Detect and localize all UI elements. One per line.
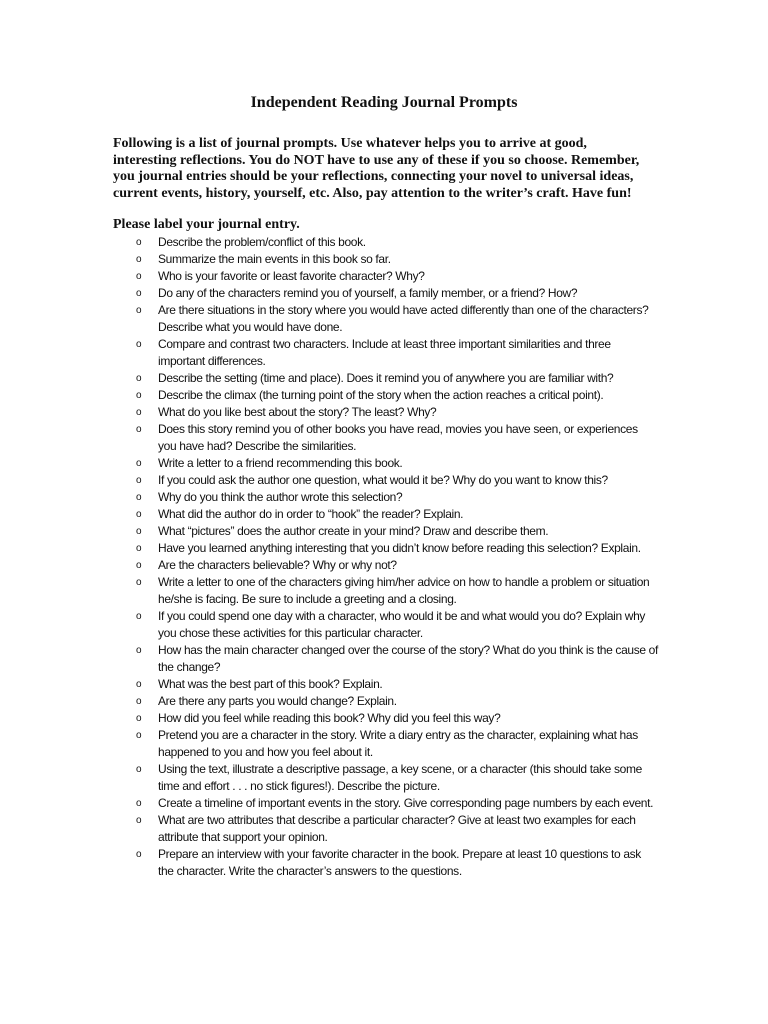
prompt-text: Describe the problem/conflict of this book.: [158, 235, 366, 249]
prompt-text: Have you learned anything interesting that you didn’t know before reading this selection? Explain.: [158, 541, 641, 555]
prompt-item: [0, 506, 768, 523]
prompt-item: [0, 455, 768, 472]
prompt-item: [0, 846, 768, 880]
prompt-item: [0, 608, 768, 642]
bullet-marker: o: [136, 492, 142, 503]
prompt-item: [0, 574, 768, 608]
bullet-marker: o: [136, 288, 142, 299]
bullet-marker: o: [136, 560, 142, 571]
prompt-text: Are the characters believable? Why or why not?: [158, 558, 397, 572]
bullet-marker: o: [136, 526, 142, 537]
prompt-text: Are there any parts you would change? Explain.: [158, 694, 397, 708]
bullet-marker: o: [136, 696, 142, 707]
bullet-marker: o: [136, 645, 142, 656]
prompt-text: What are two attributes that describe a particular character? Give at least two examples for each attribute that support your opinion.: [158, 813, 636, 844]
prompt-text: Are there situations in the story where you would have acted differently than one of the characters? Describe what you would have done.: [158, 303, 649, 334]
prompt-item: [0, 693, 768, 710]
prompt-text: How has the main character changed over the course of the story? What do you think is the cause of the change?: [158, 643, 658, 674]
bullet-marker: o: [136, 713, 142, 724]
prompt-text: What was the best part of this book? Explain.: [158, 677, 383, 691]
prompt-text: If you could spend one day with a character, who would it be and what would you do? Explain why you chose these activities for this particular character.: [158, 609, 646, 640]
prompt-list: [0, 234, 768, 880]
bullet-marker: o: [136, 271, 142, 282]
prompt-text: Describe the setting (time and place). Does it remind you of anywhere you are familiar with?: [158, 371, 614, 385]
intro-paragraph: Following is a list of journal prompts. Use whatever helps you to arrive at good, interesting reflections. You do NOT have to use any of these if you so choose. Remember, you journal entries should be your reflections, connecting your novel to universal ideas, current events, history, yourself, etc. Also, pay attention to the writer’s craft. Have fun!: [113, 136, 640, 201]
prompt-text: If you could ask the author one question, what would it be? Why do you want to know this?: [158, 473, 608, 487]
bullet-marker: o: [136, 390, 142, 401]
prompt-item: [0, 710, 768, 727]
bullet-marker: o: [136, 458, 142, 469]
prompt-item: [0, 234, 768, 251]
prompt-item: [0, 489, 768, 506]
prompt-item: [0, 387, 768, 404]
prompt-text: Write a letter to a friend recommending this book.: [158, 456, 403, 470]
prompt-text: Write a letter to one of the characters giving him/her advice on how to handle a problem or situation he/she is facing. Be sure to include a greeting and a closing.: [158, 575, 650, 606]
bullet-marker: o: [136, 509, 142, 520]
prompt-text: Summarize the main events in this book so far.: [158, 252, 391, 266]
prompt-item: [0, 795, 768, 812]
prompt-text: Why do you think the author wrote this selection?: [158, 490, 403, 504]
prompt-item: [0, 421, 768, 455]
prompt-item: [0, 302, 768, 336]
bullet-marker: o: [136, 373, 142, 384]
bullet-marker: o: [136, 577, 142, 588]
prompt-text: What “pictures” does the author create in your mind? Draw and describe them.: [158, 524, 549, 538]
prompt-item: [0, 285, 768, 302]
prompt-item: [0, 336, 768, 370]
prompt-item: [0, 268, 768, 285]
prompt-item: [0, 761, 768, 795]
label-instruction: Please label your journal entry.: [113, 217, 300, 232]
prompt-item: [0, 642, 768, 676]
prompt-item: [0, 557, 768, 574]
prompt-text: Describe the climax (the turning point of the story when the action reaches a critical point).: [158, 388, 604, 402]
prompt-item: [0, 812, 768, 846]
bullet-marker: o: [136, 849, 142, 860]
prompt-text: Do any of the characters remind you of yourself, a family member, or a friend? How?: [158, 286, 578, 300]
bullet-marker: o: [136, 237, 142, 248]
bullet-marker: o: [136, 339, 142, 350]
bullet-marker: o: [136, 798, 142, 809]
prompt-item: [0, 370, 768, 387]
prompt-text: Prepare an interview with your favorite character in the book. Prepare at least 10 questions to ask the character. Write the character’s answers to the questions.: [158, 847, 641, 878]
bullet-marker: o: [136, 305, 142, 316]
bullet-marker: o: [136, 730, 142, 741]
bullet-marker: o: [136, 475, 142, 486]
bullet-marker: o: [136, 407, 142, 418]
prompt-text: Pretend you are a character in the story. Write a diary entry as the character, explaining what has happened to you and how you feel about it.: [158, 728, 638, 759]
document-title: Independent Reading Journal Prompts: [250, 94, 518, 111]
prompt-text: Create a timeline of important events in the story. Give corresponding page numbers by each event.: [158, 796, 654, 810]
prompt-text: How did you feel while reading this book? Why did you feel this way?: [158, 711, 501, 725]
prompt-text: Who is your favorite or least favorite character? Why?: [158, 269, 425, 283]
bullet-marker: o: [136, 611, 142, 622]
prompt-item: [0, 404, 768, 421]
prompt-item: [0, 540, 768, 557]
prompt-item: [0, 523, 768, 540]
prompt-item: [0, 727, 768, 761]
prompt-text: Compare and contrast two characters. Include at least three important similarities and three important differences.: [158, 337, 611, 368]
bullet-marker: o: [136, 254, 142, 265]
bullet-marker: o: [136, 679, 142, 690]
bullet-marker: o: [136, 815, 142, 826]
prompt-item: [0, 676, 768, 693]
prompt-text: Using the text, illustrate a descriptive passage, a key scene, or a character (this should take some time and effort . . . no stick figures!). Describe the picture.: [158, 762, 642, 793]
bullet-marker: o: [136, 543, 142, 554]
bullet-marker: o: [136, 764, 142, 775]
prompt-text: What do you like best about the story? The least? Why?: [158, 405, 437, 419]
bullet-marker: o: [136, 424, 142, 435]
prompt-text: Does this story remind you of other books you have read, movies you have seen, or experiences you have had? Describe the similarities.: [158, 422, 638, 453]
prompt-item: [0, 251, 768, 268]
prompt-text: What did the author do in order to “hook” the reader? Explain.: [158, 507, 464, 521]
prompt-item: [0, 472, 768, 489]
